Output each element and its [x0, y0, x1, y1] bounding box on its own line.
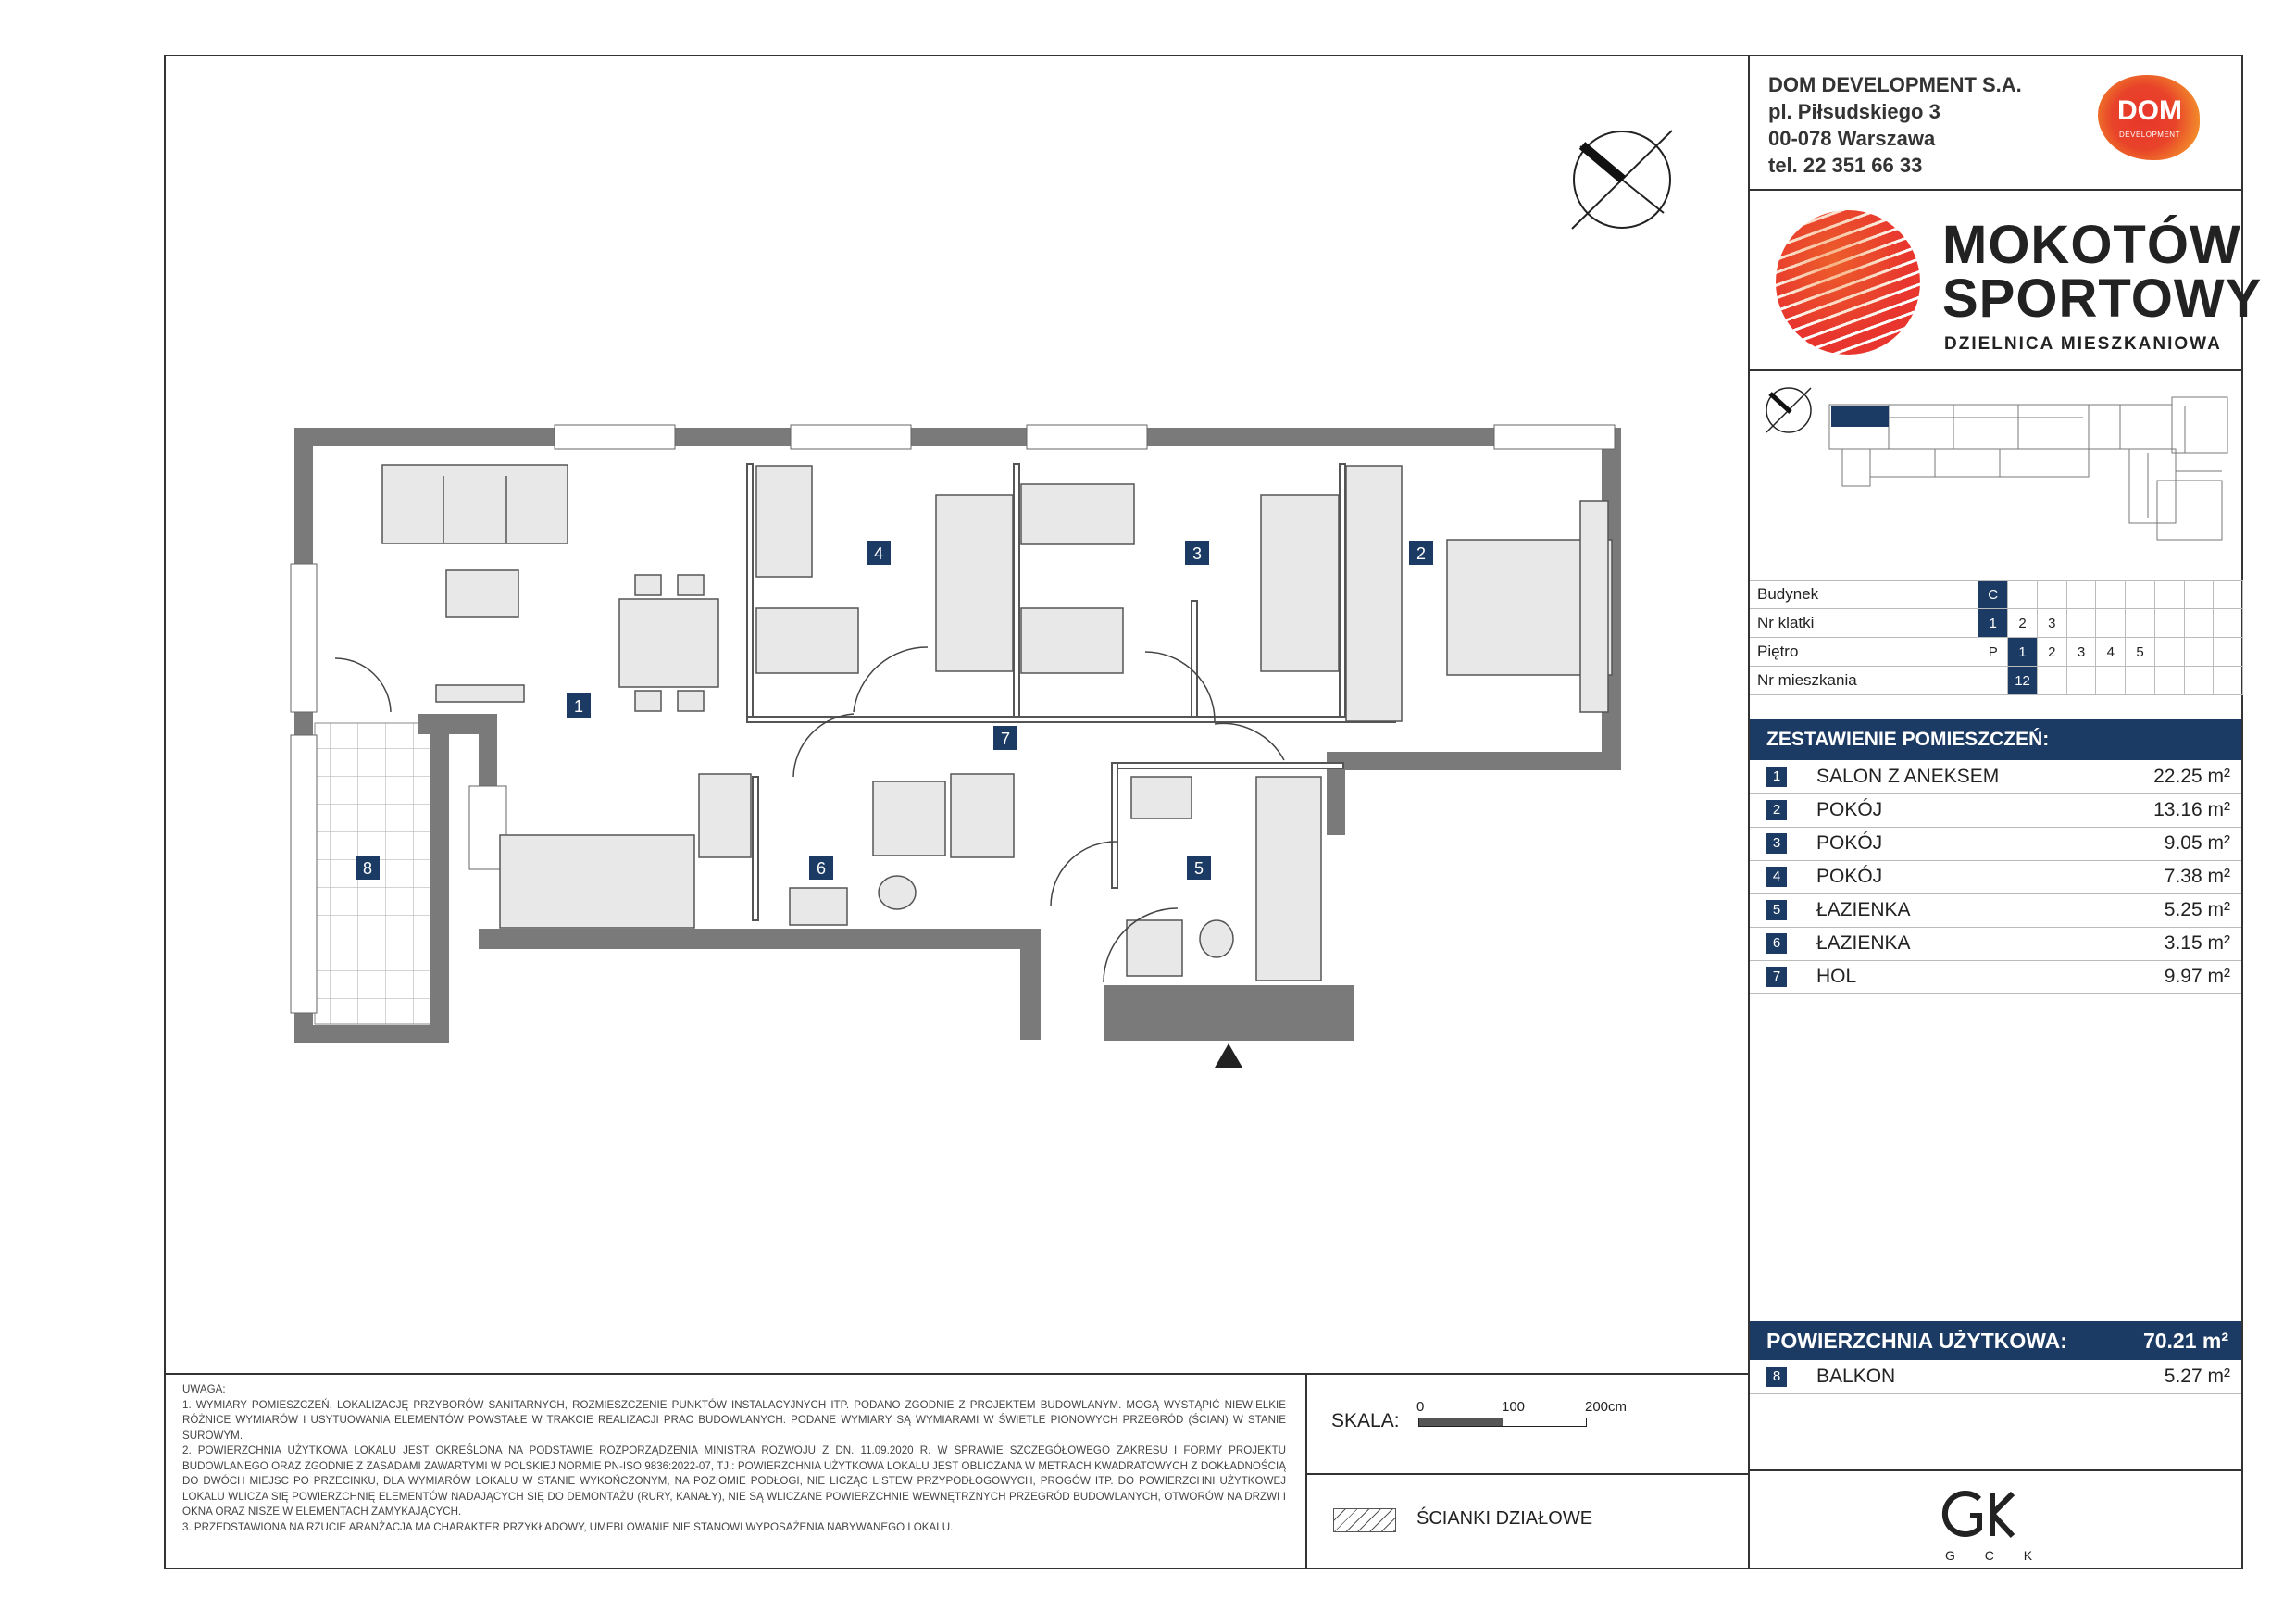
- brand-line-1: MOKOTÓW: [1942, 215, 2241, 275]
- title-block: [1748, 55, 2263, 1569]
- partition-legend-icon: [1333, 1508, 1396, 1532]
- svg-text:4: 4: [873, 544, 884, 563]
- svg-text:7: 7: [1000, 730, 1011, 748]
- apartment-highlight: [1831, 406, 1889, 427]
- apartment-info-table: [1750, 580, 2243, 695]
- scale-tick-0: 0: [1416, 1399, 1425, 1415]
- company-phone: tel. 22 351 66 33: [1768, 154, 1923, 177]
- plan-label-2: [1409, 541, 1433, 565]
- dom-development-logo: DOM DEVELOPMENT: [2092, 69, 2207, 166]
- plan-label-1: [567, 693, 591, 718]
- gck-logo: [1750, 1469, 2241, 1569]
- room-row: 6 ŁAZIENKA 3.15 m²: [1750, 927, 2241, 961]
- row-floor: Piętro P 1 2 3 4 5: [1750, 638, 2243, 667]
- total-area-label: POWIERZCHNIA UŻYTKOWA:: [1766, 1329, 2067, 1353]
- partition-legend-label: ŚCIANKI DZIAŁOWE: [1416, 1508, 1593, 1529]
- brand-line-3: DZIELNICA MIESZKANIOWA: [1944, 334, 2222, 354]
- plan-label-7: [993, 726, 1017, 750]
- room-row: 4 POKÓJ 7.38 m²: [1750, 860, 2241, 894]
- room-row: 1 SALON Z ANEKSEM 22.25 m²: [1750, 760, 2241, 794]
- scale-label: SKALA:: [1331, 1410, 1400, 1431]
- scale-bar: [1418, 1418, 1587, 1427]
- key-plan: [1750, 369, 2241, 555]
- room-row: 3 POKÓJ 9.05 m²: [1750, 827, 2241, 861]
- scale-tick-200: 200cm: [1585, 1399, 1628, 1415]
- entrance-arrow-icon: [1215, 1043, 1242, 1068]
- plan-label-3: [1185, 541, 1209, 565]
- balcony-row: 8 BALKON 5.27 m²: [1750, 1360, 2241, 1394]
- plan-label-4: [867, 541, 891, 565]
- key-plan-compass-icon: [1766, 388, 1811, 432]
- plan-label-6: [809, 856, 833, 880]
- key-plan-drawing: [1750, 369, 2241, 555]
- notes-text: UWAGA: 1. WYMIARY POMIESZCZEŃ, LOKALIZACJĘ PRZYBORÓW SANITARNYCH, ROZMIESZCZENIE PUNKTÓW INSTALACYJNYCH ITP. PODANO ZGODNIE Z PROJEKTEM BUDOWLANYM. MOGĄ WYSTĄPIĆ NIEWIELKIE RÓŻNICE WYMIARÓW I USYTUOWANIA ELEMENTÓW POWSTAŁE W TRAKCIE REALIZACJI PRAC BUDOWLANYCH. PODANE WYMIARY SĄ WYMIARAMI W ŚWIETLE PIONOWYCH PRZEGRÓD (ŚCIAN) W STANIE SUROWYM. 2. POWIERZCHNIA UŻYTKOWA LOKALU JEST OKREŚLONA NA PODSTAWIE ROZPORZĄDZENIA MINISTRA ROZWOJU Z DN. 11.09.2020 R. W SPRAWIE SZCZEGÓŁOWEGO ZAKRESU I FORMY PROJEKTU BUDOWLANEGO ORAZ ZGODNIE Z ZASADAMI ZAWARTYMI W POLSKIEJ NORMIE PN-ISO 9836:2022-07, TJ.: POWIERZCHNIA UŻYTKOWA LOKALU JEST OBLICZANA W METRACH KWADRATOWYCH Z DOKŁADNOŚCIĄ DO DWÓCH MIEJSC PO PRZECINKU, DLA WYMIARÓW LOKALU W STANIE WYKOŃCZONYM, NA POZIOMIE PODŁOGI, NIE LICZĄC LISTEW PRZYPODŁOGOWYCH, PROGÓW ITP. DO POWIERZCHNI UŻYTKOWEJ LOKALU WLICZA SIĘ POWIERZCHNIĘ ELEMENTÓW NADAJĄCYCH SIĘ DO DEMONTAŻU (RURY, KANAŁY), NIE SĄ WLICZANE POWIERZCHNIE WEWNĘTRZNYCH PRZEGRÓD BUDOWLANYCH, OTWORÓW NA DRZWI I OKNA ORAZ NISZE W ELEMENTACH ZAMYKAJĄCYCH. 3. PRZEDSTAWIONA NA RZUCIE ARANŻACJA MA CHARAKTER PRZYKŁADOWY, UMEBLOWANIE NIE STANOWI WYPOSAŻENIA NABYWANEGO LOKALU.: [182, 1383, 1286, 1533]
- rooms-header: ZESTAWIENIE POMIESZCZEŃ:: [1750, 719, 2241, 760]
- row-apartment: Nr mieszkania 12: [1750, 667, 2243, 695]
- plan-label-8: [356, 856, 380, 880]
- row-building: Budynek C: [1750, 581, 2243, 609]
- row-staircase: Nr klatki 1 2 3: [1750, 609, 2243, 638]
- total-area-value: 70.21 m²: [2142, 1329, 2228, 1353]
- svg-text:5: 5: [1193, 859, 1204, 878]
- svg-text:2: 2: [1416, 544, 1427, 563]
- plan-label-5: [1187, 856, 1211, 880]
- brand-line-2: SPORTOWY: [1942, 269, 2263, 329]
- total-area: [1750, 1321, 2241, 1360]
- room-row: 2 POKÓJ 13.16 m²: [1750, 793, 2241, 828]
- svg-text:6: 6: [816, 859, 827, 878]
- svg-text:1: 1: [573, 697, 584, 716]
- room-row: 5 ŁAZIENKA 5.25 m²: [1750, 893, 2241, 928]
- svg-text:8: 8: [362, 859, 373, 878]
- svg-text:3: 3: [1192, 544, 1203, 563]
- north-arrow-icon: [1572, 131, 1672, 229]
- company-name: DOM DEVELOPMENT S.A.: [1768, 73, 2022, 96]
- scale-legend-box: [1305, 1373, 1748, 1569]
- company-address: [1768, 71, 2022, 179]
- svg-text:G C K: G C K: [1944, 1548, 2046, 1563]
- floor-plan: [164, 55, 1749, 1373]
- mokotow-sportowy-logo: [1750, 192, 2263, 368]
- company-city: 00-078 Warszawa: [1768, 127, 1936, 150]
- floor-plan-drawing: [164, 55, 1749, 1373]
- scale-tick-100: 100: [1502, 1399, 1526, 1415]
- company-street: pl. Piłsudskiego 3: [1768, 100, 1940, 123]
- notes-section: [164, 1373, 1305, 1569]
- room-row: 7 HOL 9.97 m²: [1750, 960, 2241, 994]
